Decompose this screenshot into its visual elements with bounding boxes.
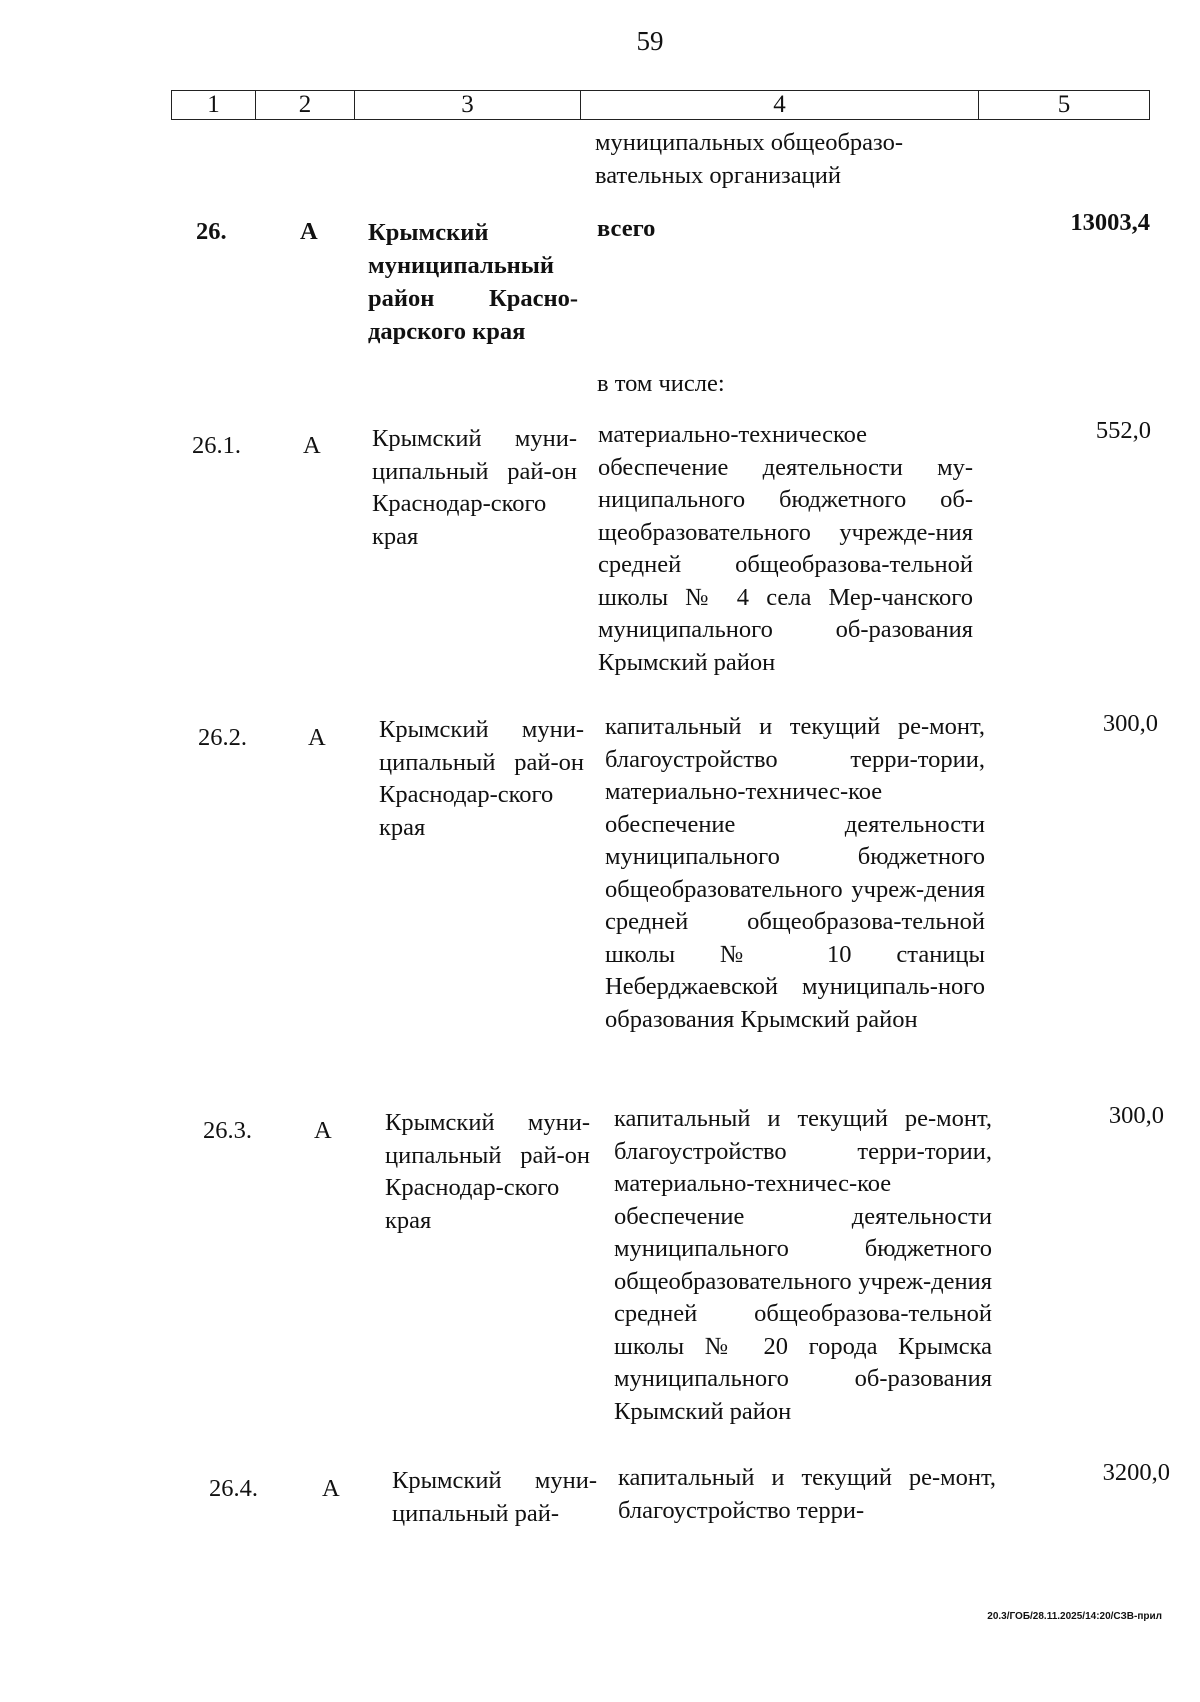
row-number: 26.1. xyxy=(192,432,241,459)
row-number: 26.4. xyxy=(209,1475,258,1502)
row-category: А xyxy=(314,1117,332,1144)
page-number: 59 xyxy=(636,26,664,56)
including-label: в том числе: xyxy=(597,370,725,397)
row-category: А xyxy=(303,432,321,459)
row-organization: Крымский муни-ципальный рай-он Краснодар-ского края xyxy=(379,716,584,841)
row-amount: 300,0 xyxy=(1102,710,1158,737)
row-category: А xyxy=(308,724,326,751)
row-number: 26.2. xyxy=(198,724,247,751)
header-col-2: 2 xyxy=(255,90,354,120)
row-description: капитальный и текущий ре-монт, благоустройство терри-тории, материально-техничес-кое обеспечение деятельности муниципального бюджетного общеобразовательного учреж-дения средней общеобразова-тельной школы № 10 станицы Неберджаевской муниципаль-ного образования Крымский район xyxy=(605,713,985,1033)
row-organization: Крымский муниципальный район Красно-дарского края xyxy=(368,219,578,345)
row-amount: 552,0 xyxy=(1095,417,1151,444)
row-number: 26. xyxy=(196,218,227,245)
row-description: материально-техническое обеспечение деятельности му-ниципального бюджетного об-щеобразовательного учрежде-ния средней общеобразова-тельной школы № 4 села Мер-чанского муниципального об-разования Крымский район xyxy=(598,421,973,676)
header-col-4: 4 xyxy=(580,90,978,120)
column-number-header xyxy=(171,90,1150,120)
row-description: капитальный и текущий ре-монт, благоустройство терри-тории, материально-техничес-кое обеспечение деятельности муниципального бюджетного общеобразовательного учреж-дения средней общеобразова-тельной школы № 20 города Крымска муниципального об-разования Крымский район xyxy=(614,1105,992,1425)
header-col-1: 1 xyxy=(171,90,255,120)
row-organization: Крымский муни-ципальный рай- xyxy=(392,1467,597,1527)
header-col-5: 5 xyxy=(978,90,1150,120)
continuation-text: муниципальных общеобразо- вательных организаций xyxy=(595,129,903,189)
row-organization: Крымский муни-ципальный рай-он Краснодар-ского края xyxy=(385,1109,590,1234)
footer-document-code: 20.3/ГОБ/28.11.2025/14:20/СЗВ-прил xyxy=(987,1611,1162,1622)
row-number: 26.3. xyxy=(203,1117,252,1144)
row-category: А xyxy=(322,1475,340,1502)
header-col-3: 3 xyxy=(354,90,580,120)
row-organization: Крымский муни-ципальный рай-он Краснодар-ского края xyxy=(372,425,577,550)
row-amount: 3200,0 xyxy=(1102,1459,1170,1486)
row-description: всего xyxy=(597,215,656,242)
row-amount: 300,0 xyxy=(1108,1102,1164,1129)
row-description: капитальный и текущий ре-монт, благоустройство терри- xyxy=(618,1464,996,1524)
row-amount: 13003,4 xyxy=(1070,209,1150,236)
row-category: А xyxy=(300,218,318,245)
